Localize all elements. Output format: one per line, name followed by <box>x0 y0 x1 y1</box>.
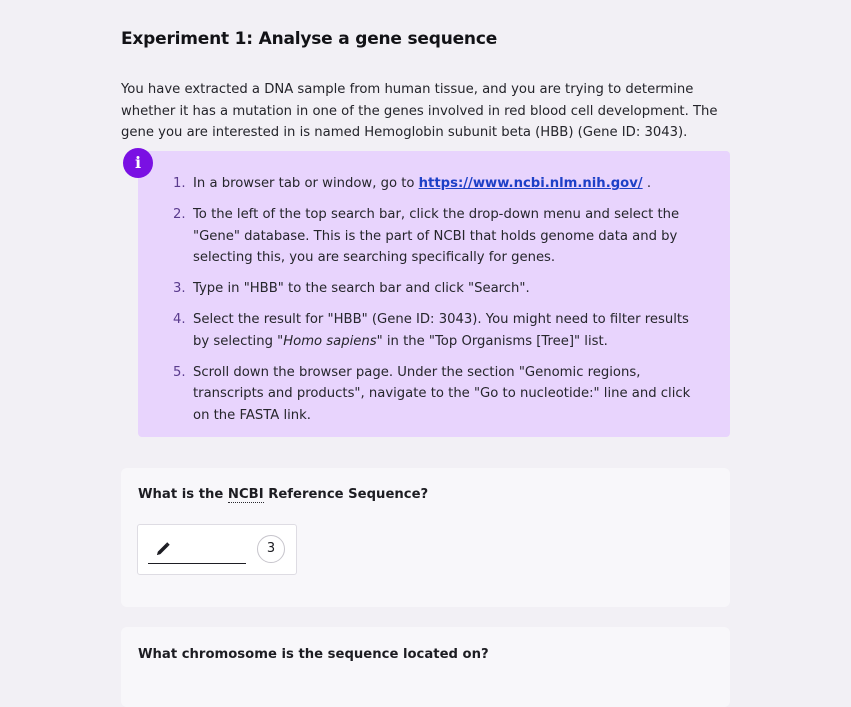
question-text: What is the <box>138 487 228 502</box>
step-text: In a browser tab or window, go to <box>193 176 419 191</box>
question-card-chromosome <box>121 627 730 707</box>
question-card-reference-sequence <box>121 468 730 607</box>
question-label <box>138 487 428 502</box>
step-number: 1. <box>173 176 186 191</box>
instruction-steps <box>156 173 706 436</box>
step-text: To the left of the top search bar, click the drop-down menu and select the "Gene" database. This is the part of NCBI that holds genome data and by selecting this, you are searching specifically for genes. <box>193 207 680 265</box>
step-5 <box>156 362 706 427</box>
answer-box <box>137 524 297 575</box>
question-label: What chromosome is the sequence located on? <box>138 647 489 662</box>
page-title: Experiment 1: Analyse a gene sequence <box>121 29 498 49</box>
step-number: 4. <box>173 312 186 327</box>
step-2 <box>156 204 706 269</box>
step-number: 5. <box>173 364 186 380</box>
step-text: Scroll down the browser page. Under the section "Genomic regions, transcripts and products", navigate to the "Go to nucleotide:" line and click on the FASTA link. <box>193 364 691 423</box>
ncbi-link[interactable]: https://www.ncbi.nlm.nih.gov/ <box>418 176 643 191</box>
step-1 <box>156 173 706 195</box>
step-number: 2. <box>173 207 186 222</box>
intro-paragraph: You have extracted a DNA sample from human tissue, and you are trying to determine whether it has a mutation in one of the genes involved in red blood cell development. The gene you are interested in is named Hemoglobin subunit beta (HBB) (Gene ID: 3043). <box>121 82 718 140</box>
info-icon: i <box>123 148 153 178</box>
attempts-remaining-badge: 3 <box>257 535 285 563</box>
reference-sequence-input[interactable] <box>148 538 246 564</box>
step-text-end: . <box>642 176 652 191</box>
step-text: Type in "HBB" to the search bar and click "Search". <box>193 281 530 296</box>
species-name: Homo sapiens <box>283 333 377 349</box>
step-text: Select the result for "HBB" (Gene ID: 3043). You might need to filter results by selecting " <box>193 312 689 349</box>
step-text-end: " in the "Top Organisms [Tree]" list. <box>376 333 608 349</box>
step-4 <box>156 309 706 352</box>
step-3 <box>156 278 706 300</box>
ncbi-abbreviation[interactable]: NCBI <box>227 487 264 502</box>
question-text-end: Reference Sequence? <box>263 487 429 502</box>
step-number: 3. <box>173 281 186 296</box>
